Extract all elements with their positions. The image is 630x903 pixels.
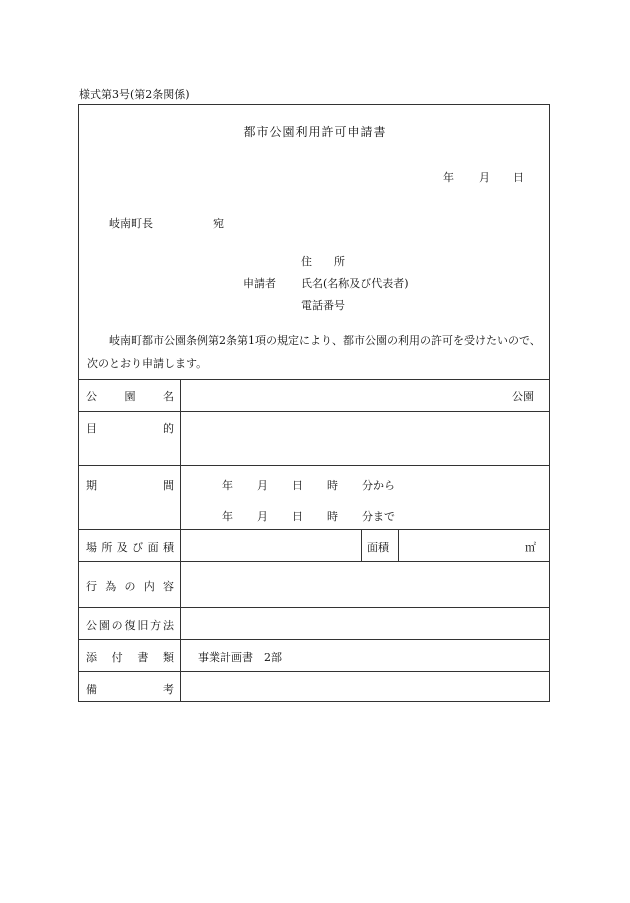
row-divider (79, 465, 549, 466)
area-divider-left (361, 529, 362, 561)
period-from-minute[interactable]: 分から (362, 479, 395, 492)
period-to-year[interactable]: 年 (222, 510, 233, 523)
purpose-label: 目 的 (86, 422, 174, 435)
form-label: 様式第3号(第2条関係) (79, 88, 190, 101)
addressee-suffix: 宛 (213, 217, 224, 230)
application-statement: 岐南町都市公園条例第2条第1項の規定により、都市公園の利用の許可を受けたいので、次のとおり申請します。 (87, 334, 541, 370)
date-day[interactable]: 日 (513, 171, 524, 184)
activity-label: 行 為 の 内 容 (86, 580, 174, 593)
attachments-label: 添 付 書 類 (86, 651, 174, 664)
park-name-field[interactable] (182, 412, 548, 464)
row-divider (79, 607, 549, 608)
area-label: 面積 (367, 541, 389, 554)
application-form (78, 104, 550, 702)
row-divider (79, 671, 549, 672)
period-to-hour[interactable]: 時 (327, 510, 338, 523)
row-divider (79, 529, 549, 530)
applicant-label: 申請者 (243, 277, 276, 290)
form-title: 都市公園利用許可申請書 (243, 125, 387, 139)
address-label: 住 所 (301, 255, 345, 268)
addressee-name: 岐南町長 (109, 217, 153, 230)
attachments-value: 事業計画書 2部 (198, 651, 282, 664)
remarks-label: 備 考 (86, 683, 174, 696)
period-label: 期 間 (86, 479, 174, 492)
period-to-minute[interactable]: 分まで (362, 510, 395, 523)
label-column-divider (180, 379, 181, 701)
date-year[interactable]: 年 (443, 171, 454, 184)
period-to-day[interactable]: 日 (292, 510, 303, 523)
period-to-month[interactable]: 月 (257, 510, 268, 523)
period-from-hour[interactable]: 時 (327, 479, 338, 492)
area-divider-right (398, 529, 399, 561)
row-divider (79, 561, 549, 562)
table-top-line (79, 379, 549, 380)
phone-label: 電話番号 (301, 299, 345, 312)
park-name-label: 公 園 名 (86, 390, 174, 403)
name-label: 氏名(名称及び代表者) (301, 277, 409, 290)
period-from-month[interactable]: 月 (257, 479, 268, 492)
date-month[interactable]: 月 (479, 171, 490, 184)
place-area-label: 場 所 及 び 面 積 (86, 541, 174, 554)
park-name-suffix: 公園 (512, 390, 534, 403)
period-from-year[interactable]: 年 (222, 479, 233, 492)
row-divider (79, 639, 549, 640)
period-from-day[interactable]: 日 (292, 479, 303, 492)
restoration-label: 公 園 の 復 旧 方 法 (86, 619, 174, 632)
area-unit: ㎡ (525, 541, 536, 554)
